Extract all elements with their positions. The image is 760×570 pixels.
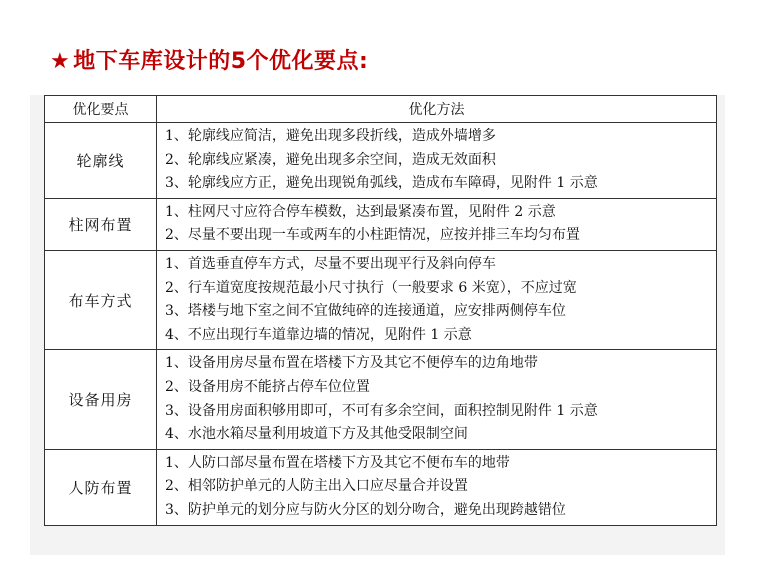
method-item: 1、设备用房尽量布置在塔楼下方及其它不便停车的边角地带 (165, 355, 538, 372)
heading-text: 地下车库设计的5个优化要点: (73, 49, 369, 74)
row-category: 布车方式 (45, 250, 157, 349)
table-image (30, 95, 725, 555)
method-item: 4、不应出现行车道靠边墙的情况，见附件 1 示意 (165, 326, 472, 343)
row-category: 设备用房 (45, 350, 157, 449)
method-item: 2、设备用房不能挤占停车位位置 (165, 378, 370, 395)
method-item: 1、首选垂直停车方式，尽量不要出现平行及斜向停车 (165, 255, 496, 272)
method-item: 2、行车道宽度按规范最小尺寸执行（一般要求 6 米宽），不应过宽 (165, 279, 577, 296)
method-item: 2、轮廓线应紧凑，避免出现多余空间，造成无效面积 (165, 151, 496, 168)
method-item: 2、尽量不要出现一车或两车的小柱距情况，应按并排三车均匀布置 (165, 227, 580, 244)
method-item: 3、轮廓线应方正，避免出现锐角弧线，造成布车障碍，见附件 1 示意 (165, 175, 598, 192)
header-key-points: 优化要点 (45, 96, 157, 123)
method-item: 1、柱网尺寸应符合停车模数，达到最紧凑布置，见附件 2 示意 (165, 203, 556, 220)
table-body (45, 123, 717, 526)
row-methods (157, 350, 717, 449)
table-header-row (45, 96, 717, 123)
row-methods (157, 198, 717, 250)
row-methods (157, 250, 717, 349)
method-item: 3、防护单元的划分应与防火分区的划分吻合，避免出现跨越错位 (165, 501, 566, 518)
table-row (45, 250, 717, 349)
table-row (45, 350, 717, 449)
row-methods (157, 123, 717, 199)
method-item: 3、塔楼与地下室之间不宜做纯碎的连接通道，应安排两侧停车位 (165, 303, 566, 320)
row-methods (157, 449, 717, 525)
method-item: 1、人防口部尽量布置在塔楼下方及其它不便布车的地带 (165, 454, 510, 471)
star-icon: ★ (50, 49, 71, 74)
row-category: 人防布置 (45, 449, 157, 525)
row-category: 柱网布置 (45, 198, 157, 250)
table-row (45, 449, 717, 525)
header-methods: 优化方法 (157, 96, 717, 123)
method-item: 1、轮廓线应简洁，避免出现多段折线，造成外墙增多 (165, 128, 496, 144)
row-category: 轮廓线 (45, 123, 157, 199)
method-item: 2、相邻防护单元的人防主出入口应尽量合并设置 (165, 478, 468, 495)
optimization-table (44, 95, 717, 526)
table-row (45, 198, 717, 250)
method-item: 3、设备用房面积够用即可，不可有多余空间，面积控制见附件 1 示意 (165, 402, 598, 419)
slide-heading (50, 44, 368, 75)
method-item: 4、水池水箱尽量利用坡道下方及其他受限制空间 (165, 426, 468, 443)
table-row (45, 123, 717, 199)
